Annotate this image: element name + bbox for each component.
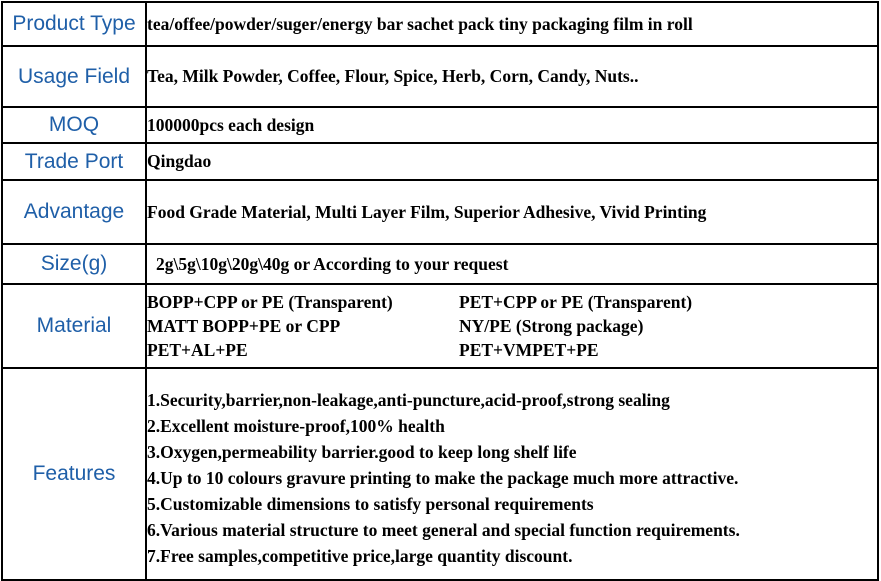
material-item: PET+VMPET+PE: [459, 340, 599, 360]
value-size: 2g\5g\10g\20g\40g or According to your request: [146, 244, 878, 284]
label-moq: MOQ: [2, 107, 146, 143]
label-advantage: Advantage: [2, 180, 146, 244]
material-item: PET+AL+PE: [147, 340, 248, 360]
row-features: [2, 368, 878, 580]
value-features: [146, 368, 878, 580]
feature-item: 2.Excellent moisture-proof,100% health: [147, 416, 445, 436]
feature-item: 5.Customizable dimensions to satisfy personal requirements: [147, 494, 594, 514]
features-list: [147, 381, 877, 567]
row-advantage: [2, 180, 878, 244]
value-moq: 100000pcs each design: [146, 107, 878, 143]
label-material: Material: [2, 284, 146, 368]
value-advantage: Food Grade Material, Multi Layer Film, Superior Adhesive, Vivid Printing: [146, 180, 878, 244]
value-usage-field: Tea, Milk Powder, Coffee, Flour, Spice, Herb, Corn, Candy, Nuts..: [146, 46, 878, 107]
material-item: MATT BOPP+PE or CPP: [147, 316, 341, 336]
label-product-type: Product Type: [2, 2, 146, 46]
row-size: [2, 244, 878, 284]
feature-item: 4.Up to 10 colours gravure printing to make the package much more attractive.: [147, 468, 739, 488]
feature-item: 3.Oxygen,permeability barrier.good to keep long shelf life: [147, 442, 577, 462]
feature-item: 7.Free samples,competitive price,large quantity discount.: [147, 546, 573, 566]
label-usage-field: Usage Field: [2, 46, 146, 107]
label-trade-port: Trade Port: [2, 143, 146, 180]
row-trade-port: [2, 143, 878, 180]
material-grid: [147, 291, 877, 361]
value-material: [146, 284, 878, 368]
feature-item: 6.Various material structure to meet general and special function requirements.: [147, 520, 740, 540]
feature-item: 1.Security,barrier,non-leakage,anti-puncture,acid-proof,strong sealing: [147, 390, 670, 410]
value-product-type: tea/offee/powder/suger/energy bar sachet pack tiny packaging film in roll: [146, 2, 878, 46]
material-item: PET+CPP or PE (Transparent): [459, 292, 693, 312]
value-trade-port: Qingdao: [146, 143, 878, 180]
row-product-type: [2, 2, 878, 46]
material-item: NY/PE (Strong package): [459, 316, 644, 336]
row-moq: [2, 107, 878, 143]
material-item: BOPP+CPP or PE (Transparent): [147, 292, 393, 312]
product-spec-table: [1, 1, 879, 581]
label-size: Size(g): [2, 244, 146, 284]
row-material: [2, 284, 878, 368]
row-usage-field: [2, 46, 878, 107]
label-features: Features: [2, 368, 146, 580]
